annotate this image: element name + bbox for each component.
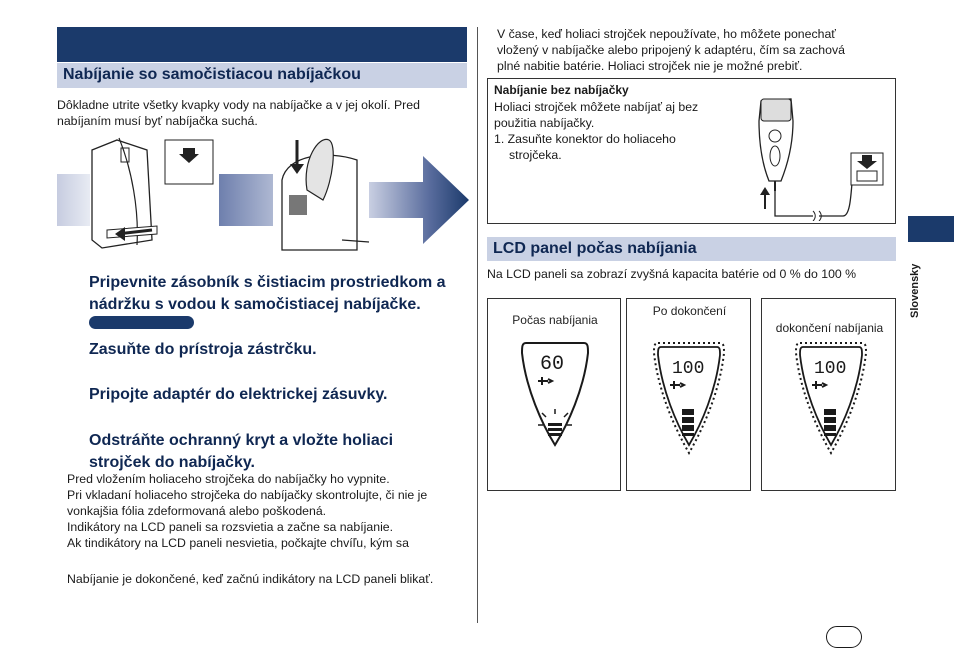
lcd-percent-value: 100 [672, 359, 705, 379]
note-line: Ak tindikátory na LCD paneli nesvietia, počkajte chvíľu, kým sa [67, 536, 409, 550]
lcd-panel-complete [626, 298, 751, 491]
top-note-line: V čase, keď holiaci strojček nepoužívate, ho môžete ponechať [497, 27, 836, 41]
lcd-panel-after-complete [761, 298, 896, 491]
big-arrow-graphic [369, 156, 469, 244]
lcd-intro: Na LCD paneli sa zobrazí zvyšná kapacita batérie od 0 % do 100 % [487, 267, 857, 281]
lcd-percent-value: 100 [814, 359, 847, 379]
note-line: Indikátory na LCD paneli sa rozsvietia a začne sa nabíjanie. [67, 520, 394, 534]
section-title-charging-stand: Nabíjanie so samočistiacou nabíjačkou [57, 63, 467, 88]
lcd-display [518, 339, 592, 449]
top-banner [57, 27, 467, 62]
intro-text: Dôkladne utrite všetky kvapky vody na nabíjačke a v jej okolí. Pred nabíjaním musí byť nabíjačka suchá. [57, 98, 420, 128]
column-divider [477, 27, 478, 623]
lcd-panel-label: Počas nabíjania [512, 313, 598, 327]
step-2-text: Zasuňte do prístroja zástrčku. [89, 341, 317, 358]
language-tab-label: Slovensky [909, 263, 921, 318]
step-3-text: Pripojte adaptér do elektrickej zásuvky. [89, 386, 388, 403]
box-text-line: použitia nabíjačky. [494, 116, 595, 130]
lcd-percent-value: 60 [540, 353, 565, 376]
box-text-line: Holiaci strojček môžete nabíjať aj bez [494, 100, 699, 114]
box-text-line: 1. Zasuňte konektor do holiaceho [494, 132, 676, 146]
lcd-panel-label: Po dokončení [652, 304, 727, 318]
top-note-line: plné nabitie batérie. Holiaci strojček nie je možné prebiť. [497, 59, 803, 73]
lcd-display [644, 335, 734, 460]
note-line: Pred vložením holiaceho strojčeka do nabíjačky ho vypnite. [67, 472, 390, 486]
shaver-adapter-illustration [743, 91, 893, 221]
step-1-text: Pripevnite zásobník s čistiacim prostriedkom a nádržku s vodou k samočistiacej nabíjačke. [89, 274, 446, 313]
lcd-display [786, 335, 876, 460]
page-number-oval [826, 626, 862, 648]
top-note [497, 26, 897, 74]
note-line: vonkajšia fólia zdeformovaná alebo poškodená. [67, 504, 327, 518]
step-1-pill [89, 316, 194, 329]
gradient-block-1 [57, 174, 90, 226]
charging-without-stand-box [487, 78, 896, 224]
final-note: Nabíjanie je dokončené, keď začnú indikátory na LCD paneli blikať. [67, 572, 434, 586]
note-line: Pri vkladaní holiaceho strojčeka do nabíjačky skontrolujte, či nie je [67, 488, 428, 502]
box-text-line: strojčeka. [509, 148, 562, 162]
box-text [494, 99, 744, 163]
notes-block [67, 471, 467, 551]
cord [775, 161, 855, 216]
top-note-line: vložený v nabíjačke alebo pripojený k adaptéru, čím sa zachová [497, 43, 845, 57]
step-4-text: Odstráňte ochranný kryt a vložte holiaci strojček do nabíjačky. [89, 432, 394, 471]
lcd-panel-charging [487, 298, 621, 491]
charging-illustration [57, 130, 469, 260]
gradient-block-2 [219, 174, 273, 226]
box-title: Nabíjanie bez nabíjačky [494, 83, 629, 97]
section-title-lcd: LCD panel počas nabíjania [487, 237, 896, 261]
language-tab [908, 216, 954, 242]
lcd-panel-label: dokončení nabíjania [775, 321, 884, 335]
